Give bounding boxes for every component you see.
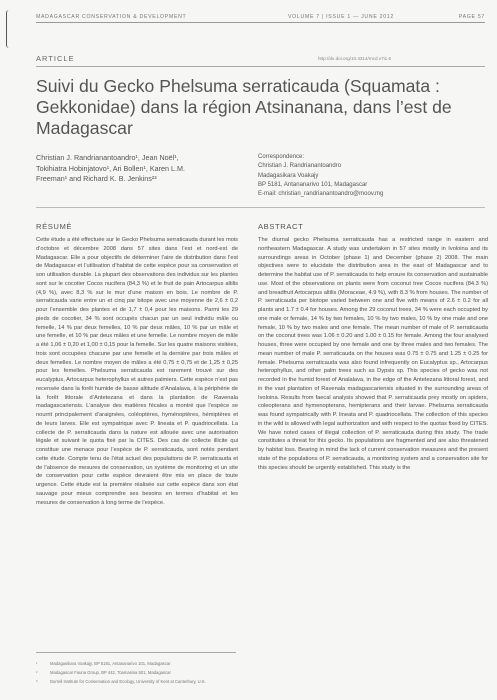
footnote-text: Durrell Institute for Conservation and Ecology, University of Kent at Canterbury, U.K. [50,679,206,684]
footnote-mark: ³ [36,679,38,684]
author-list [36,153,256,185]
footnote [36,659,266,668]
abstract-heading: ABSTRACT [258,222,304,231]
footnote-mark: ² [36,670,38,675]
author-line: Tokihiatra Hobinjatovo¹, Ari Bollen¹, Karen L.M. [36,163,186,173]
footnotes [36,659,266,686]
footnote-text: Madagascar Fauna Group, BP 442, Toamasina 501, Madagascar [50,670,171,675]
correspondence-org: Madagasikara Voakajy [258,172,319,179]
abstract-text: The diurnal gecko Phelsuma serraticauda has a restricted range in eastern and northeastern Madagascar. A study was undertaken in 57 sites mostly in Ivoloina and its surroundings areas in October (phase 1) and December (phase 2) 2008. The main objectives were to elucidate the distribution area in the east of Madagascar and to determine the habitat use of P. serraticauda to help ensure its conservation and sustainable use. Most of the observations on plants were from coconut tree Cocos nucifera (84.3 %) and breadfruit Artocarpus altilis (Moraceae, 4.9 %), with 8.3 % from houses. The number of P. serraticauda per biotope varied between one and five with means of 2.6 ± 0.2 for all plants and 1.7 ± 0.4 for houses. Among the 29 coconut trees, 34 % were each occupied by one male or female, 14 % by two females, 10 % by two males, 10 % by one male and one female, 10 % by two males and one female. The mean number of male of P. serraticauda on the coconut trees was 1.06 ± 0.20 and 1.00 ± 0.15 for female. Among the four analysed houses, three were occupied by one female and one by three males and two females. The mean number of male P. serraticauda on the houses was 0.75 ± 0.75 and 1.25 ± 0.25 for female. Phelsuma serraticauda was also found infrequently on Eucalyptus sp., Artocarpus heterophyllus, and other palm trees such as Dypsis sp. This species of gecko was not recorded in the humid forest of Analalava, in the edge of the Antetezana littoral forest, and in the vast plantation of Ravenala madagascariensis situated in the surrounding areas of Ivoloina. Results from faecal analysis showed that P. serraticauda prey mostly on spiders, coleopterans and hymenopterans, hemipterans and their larvae. Phelsuma serraticauda was found sympatrically with P. lineata and P. quadriocellata. The collection of this species in the wild is allowed with legal authorization and with respect to the quotas fixed by CITES. We have noted cases of illegal collection of P. serraticauda during this study. The trade constitutes a threat for this gecko. Its populations are fragmented and are also threatened by habitat loss. Bearing in mind the lack of current conservation measures and the present state of the populations of P. serraticauda, a monitoring system and a conservation site for this species should be urgently established. This study is the [258,237,488,471]
footnote [36,677,266,686]
resume-text: Cette étude a été effectuée sur le Gecko Phelsuma serraticauda durant les mois d’octobre et décembre 2008 dans 57 sites dans l’est et nord-est de Madagascar. Elle a pour objectifs de déterminer l’aire de distribution dans l’est de Madagascar et l’utilisation d’habitat de cette espèce pour sa conservation et son utilisation durable. La plupart des observations des individus sur les plantes sont sur le cocotier Cocos nucifera (84,3 %) et le fruit de pain Artocarpus altilis (4,9 %), avec 8,3 % sur le mur d’une maison en bois. Le nombre de P. serraticauda varie entre un et cinq par bitope avec une moyenne de 2,6 ± 0,2 pour l’ensemble des plantes et de 1,7 ± 0,4 pour les maisons. Parmi les 29 pieds de cocotier, 34 % sont occupés chacun par un seul individu mâle ou femelle, 14 % par deux femelles, 10 % par deux mâles, 10 % par un mâle et une femelle, et 10 % par deux mâles et une femelle. Le nombre moyen de mâle a été 1,06 ± 0,20 et 1,00 ± 0,15 pour la femelle. Sur les quatre maisons visitées, trois sont occupées chacune par une femelle et la dernière par trois mâles et deux femelles. Le nombre moyen de mâles a été 0,75 ± 0,75 et de 1,25 ± 0,25 pour les femelles. Phelsuma serraticauda est rarement trouvé sur des eucalyptus, Artocarpus heterophyllus et autres palmiers. Cette espèce n’est pas recensée dans la forêt humide de basse altitude d’Analalava, à la périphérie de la forêt littorale d’Antetezana et dans la plantation de Ravenala madagascariensis. L’analyse des matières fécales a montré que l’espèce se nourrit principalement d’araignées, coléoptères, hyménoptères, hémiptères et de leurs larves. Elle est sympatrique avec P. lineata et P. quadriocellata. La collecte de P. serraticauda dans la nature est allouée avec une autorisation légale et suivant le quota fixé par la CITES. Des cas de collecte illicite qui constitue une menace pour l’espèce de P. serraticauda, sont notés pendant cette étude. Compte tenu de l’état actuel des populations de P. serraticauda et de l’absence de mesures de conservation, un système de monitoring et un site de conservation pour cette espèce devraient être mis en place de toute urgence. Cette étude est la première réalisée sur cette espèce dans son état sauvage pour mieux comprendre ses besoins en termes d’habitat et les mesures de conservation à long terme de l’espèce. [36,237,238,506]
footnote [36,668,266,677]
correspondence-block [258,153,488,199]
resume-column [36,222,238,507]
header-rule [36,22,485,23]
volume-info: VOLUME 7 | ISSUE 1 — JUNE 2012 [288,14,394,20]
correspondence-label: Correspondence: [258,154,305,160]
journal-name: MADAGASCAR CONSERVATION & DEVELOPMENT [36,14,187,20]
correspondence-email[interactable]: E-mail: christian_randrianantoandro@moov.mg [258,191,384,198]
resume-heading: RÉSUMÉ [36,222,73,231]
article-title: Suivi du Gecko Phelsuma serraticauda (Squamata : Gekkonidae) dans la région Atsinanana, dans l’est de Madagascar [36,76,452,138]
correspondence-address: BP 5181, Antananarivo 101, Madagascar [258,181,368,188]
author-line: Christian J. Randrianantoandro¹, Jean Noël¹, [36,153,179,162]
author-line: Freeman¹ and Richard K. B. Jenkins²³ [36,174,157,183]
page-number: PAGE 57 [458,14,485,20]
divider [36,207,485,208]
running-header [36,14,485,20]
footnote-text: Madagasikara Voakajy, BP 5181, Antananarivo 101, Madagascar [50,661,171,666]
correspondence-name: Christian J. Randrianantoandro [258,163,342,170]
footnote-mark: ¹ [36,661,38,666]
doi-link[interactable]: http://dx.doi.org/10.4314/mcd.v7i1.6 [318,56,392,61]
section-rule [36,66,485,67]
binding-mark [6,10,9,48]
footnote-rule [36,652,236,653]
section-label: ARTICLE [36,54,75,63]
abstract-column [258,222,488,472]
